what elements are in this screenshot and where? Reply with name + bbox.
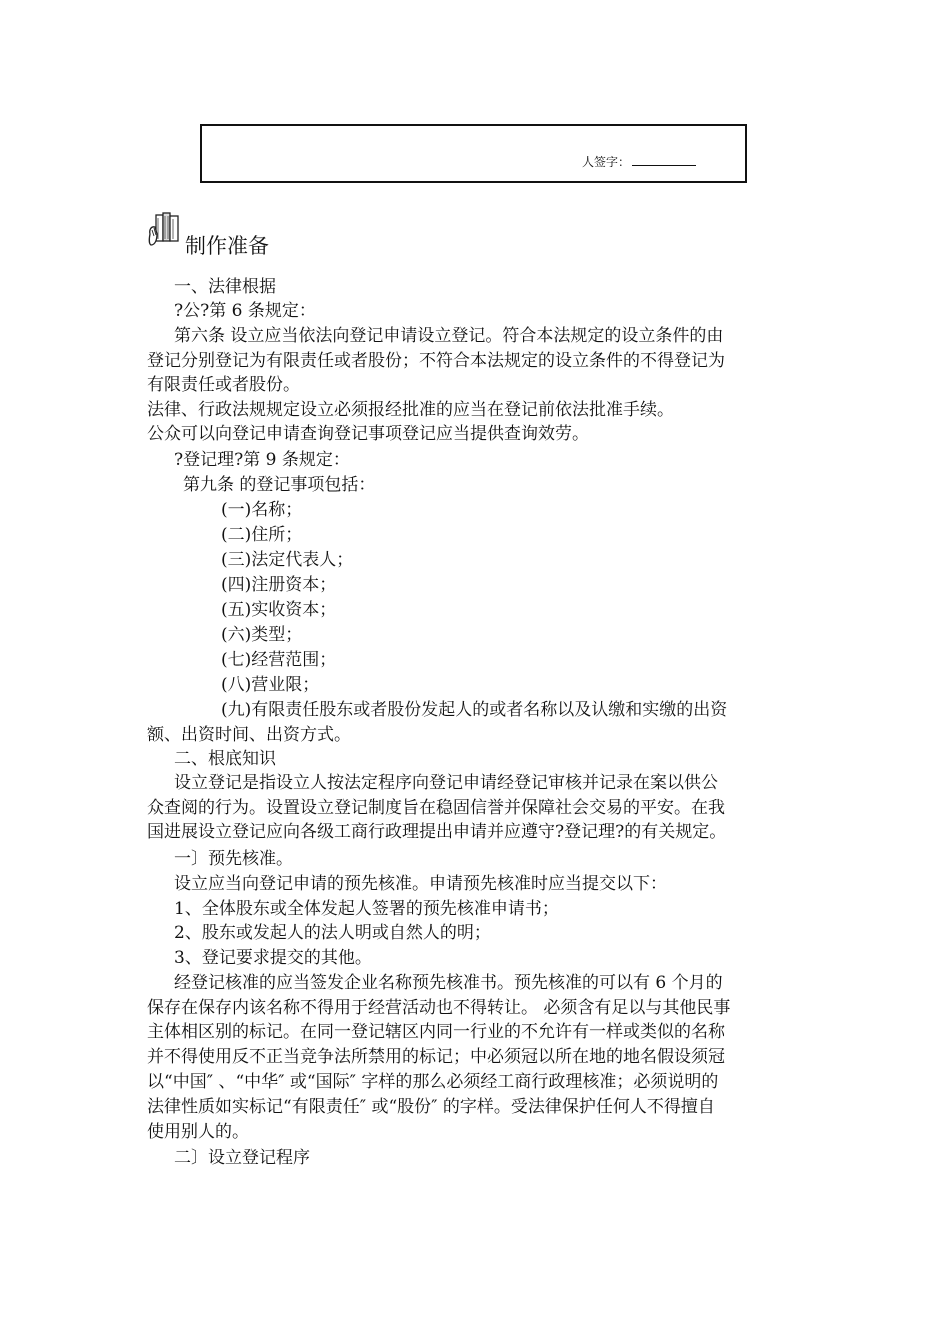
paragraph-procedure-heading: 二〕设立登记程序 (174, 1148, 310, 1168)
paragraph-art9-intro: 第九条 的登记事项包括： (183, 475, 376, 495)
list-item: (四)注册资本； (221, 575, 337, 595)
paragraph-definition-line3: 国进展设立登记应向各级工商行政理提出申请并应遵守?登记理?的有关规定。 (147, 822, 727, 842)
paragraph-definition-line2: 众查阅的行为。设置设立登记制度旨在稳固信誉并保障社会交易的平安。在我 (147, 798, 725, 818)
paragraph-requirement-3: 3、登记要求提交的其他。 (174, 948, 372, 968)
paragraph-art6-line2: 登记分别登记为有限责任或者股份；不符合本法规定的设立条件的不得登记为 (147, 351, 725, 371)
paragraph-pre-approval-intro: 设立应当向登记申请的预先核准。申请预先核准时应当提交以下： (174, 874, 667, 894)
list-item: (三)法定代表人； (221, 550, 354, 570)
list-item: (六)类型； (221, 625, 303, 645)
paragraph-name-rules-line6: 法律性质如实标记“有限责任″ 或“股份″ 的字样。受法律保护任何人不得擅自 (147, 1097, 715, 1117)
paragraph-basic-knowledge-heading: 二、根底知识 (174, 749, 276, 769)
paragraph-company-law-art6: ?公?第 6 条规定： (174, 301, 316, 321)
signature-label: 人签字： (582, 155, 631, 169)
paragraph-name-rules-line7: 使用别人的。 (147, 1122, 249, 1142)
list-item: (八)营业限； (221, 675, 320, 695)
paragraph-definition-line1: 设立登记是指设立人按法定程序向登记申请经登记审核并记录在案以供公 (174, 773, 718, 793)
signature-line (632, 154, 696, 166)
paragraph-pre-approval-heading: 一〕预先核准。 (174, 849, 293, 869)
paragraph-approval: 法律、行政法规规定设立必须报经批准的应当在登记前依法批准手续。 (147, 400, 674, 420)
paragraph-name-rules-line1: 经登记核准的应当签发企业名称预先核准书。预先核准的可以有 6 个月的 (174, 973, 723, 993)
paragraph-name-rules-line3: 主体相区别的标记。在同一登记辖区内同一行业的不允许有一样或类似的名称 (147, 1022, 725, 1042)
paragraph-name-rules-line4: 并不得使用反不正当竞争法所禁用的标记；中必须冠以所在地的地名假设须冠 (147, 1047, 725, 1067)
list-item: (七)经营范围； (221, 650, 337, 670)
paragraph-art6-line1: 第六条 设立应当依法向登记申请设立登记。符合本法规定的设立条件的由 (174, 326, 724, 346)
section-title: 制作准备 (185, 234, 269, 258)
paragraph-requirement-2: 2、股东或发起人的法人明或自然人的明； (174, 923, 491, 943)
paragraph-requirement-1: 1、全体股东或全体发起人签署的预先核准申请书； (174, 899, 559, 919)
paragraph-legal-basis-heading: 一、法律根据 (174, 277, 276, 297)
paragraph-art6-line3: 有限责任或者股份。 (147, 375, 300, 395)
books-icon (147, 212, 183, 248)
list-item: (一)名称； (221, 500, 303, 520)
signature-field (582, 153, 696, 170)
list-item: (二)住所； (221, 525, 303, 545)
paragraph-registration-rules-art9: ?登记理?第 9 条规定： (174, 450, 350, 470)
paragraph-name-rules-line2: 保存在保存内该名称不得用于经营活动也不得转让。 必须含有足以与其他民事 (147, 998, 731, 1018)
paragraph-name-rules-line5: 以“中国″ 、“中华″ 或“国际″ 字样的那么必须经工商行政理核准；必须说明的 (147, 1072, 719, 1092)
paragraph-public-query: 公众可以向登记申请查询登记事项登记应当提供查询效劳。 (147, 424, 589, 444)
signature-box (200, 124, 747, 183)
list-item: (五)实收资本； (221, 600, 337, 620)
list-item-continuation: 额、出资时间、出资方式。 (147, 725, 351, 745)
list-item: (九)有限责任股东或者股份发起人的或者名称以及认缴和实缴的出资 (221, 700, 728, 720)
